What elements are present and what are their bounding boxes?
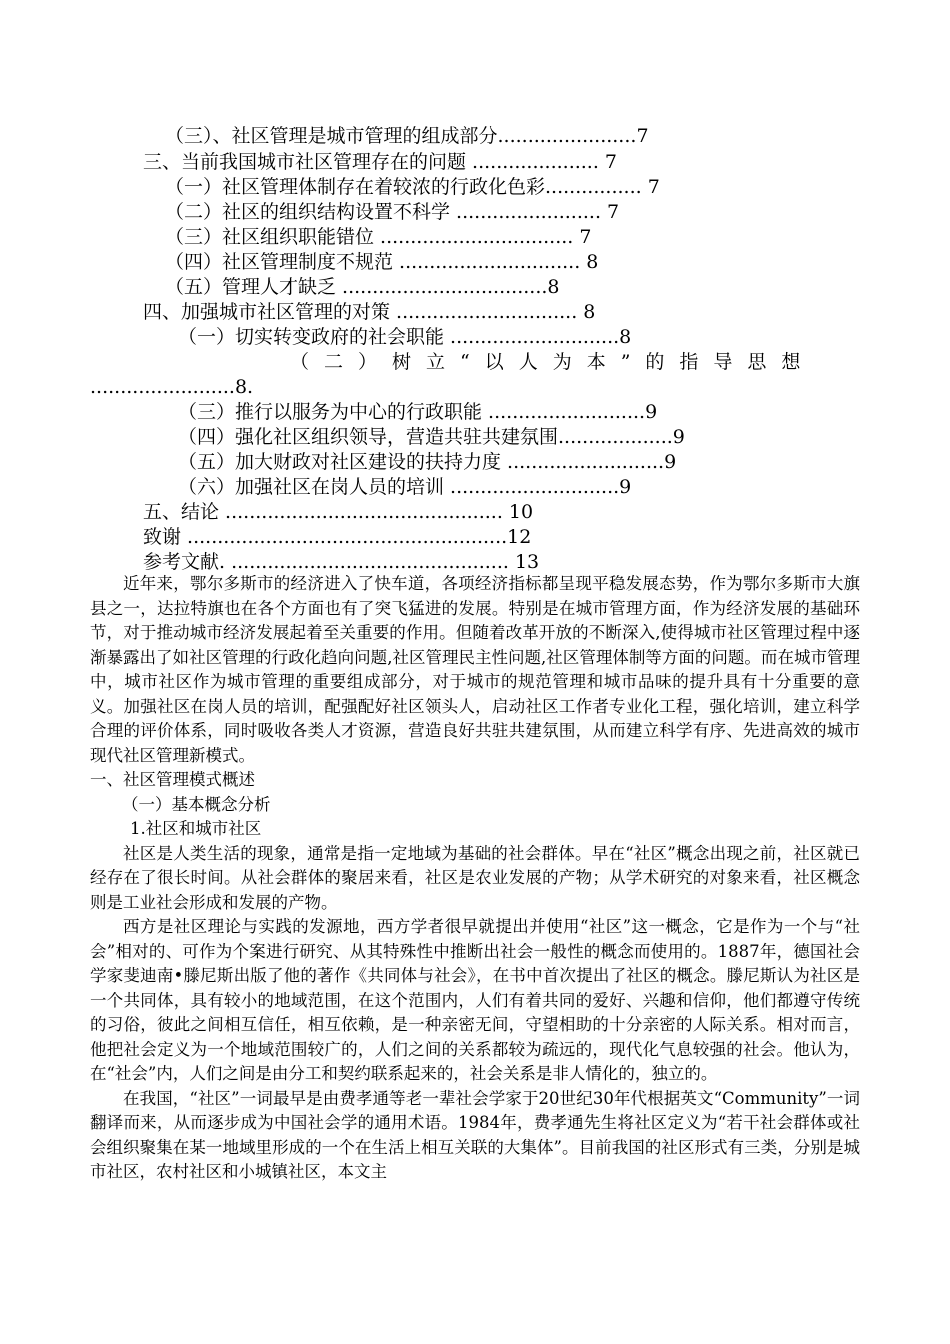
toc-entry[interactable]: （一）社区管理体制存在着较浓的行政化色彩................ 7 — [165, 176, 660, 198]
intro-paragraph: 近年来，鄂尔多斯市的经济进入了快车道，各项经济指标都呈现平稳发展态势，作为鄂尔多斯市大旗县之一，达拉特旗也在各个方面也有了突飞猛进的发展。特别是在城市管理方面，作为经济发展的基础环节，对于推动城市经济发展起着至关重要的作用。但随着改革开放的不断深入,使得城市社区管理过程中逐渐暴露出了如社区管理的行政化趋向问题,社区管理民主性问题,社区管理体制等方面的问题。而在城市管理中，城市社区作为城市管理的重要组成部分，对于城市的规范管理和城市品味的提升具有十分重要的意义。加强社区在岗人员的培训，配强配好社区领头人，启动社区工作者专业化工程，强化培训，建立科学合理的评价体系，同时吸收各类人才资源，营造良好共驻共建氛围，从而建立科学有序、先进高效的城市现代社区管理新模式。 — [90, 574, 860, 765]
toc-entry[interactable]: （六）加强社区在岗人员的培训 ............................9 — [178, 476, 632, 498]
toc-entry[interactable]: （三）、社区管理是城市管理的组成部分.......................7 — [165, 125, 649, 147]
toc-entry[interactable]: （四）强化社区组织领导，营造共驻共建氛围...................9 — [178, 426, 685, 448]
toc-entry[interactable]: （四）社区管理制度不规范 .............................. 8 — [165, 251, 599, 273]
toc-entry[interactable]: （一）切实转变政府的社会职能 ............................8 — [178, 326, 632, 348]
toc-entry[interactable]: （五）管理人才缺乏 ..................................8 — [165, 276, 560, 298]
paragraph: 西方是社区理论与实践的发源地，西方学者很早就提出并使用“社区”这一概念，它是作为一个与“社会”相对的、可作为个案进行研究、从其特殊性中推断出社会一般性的概念而使用的。1887年，德国社会学家斐迪南•滕尼斯出版了他的著作《共同体与社会》，在书中首次提出了社区的概念。滕尼斯认为社区是一个共同体，具有较小的地域范围，在这个范围内，人们有着共同的爱好、兴趣和信仰，他们都遵守传统的习俗，彼此之间相互信任，相互依赖，是一种亲密无间，守望相助的十分亲密的人际关系。相对而言，他把社会定义为一个地域范围较广的，人们之间的关系都较为疏远的，现代化气息较强的社会。他认为，在“社会”内，人们之间是由分工和契约联系起来的，社会关系是非人情化的，独立的。 — [90, 917, 860, 1083]
document-body — [90, 572, 860, 1185]
toc-entry[interactable]: 四、加强城市社区管理的对策 .............................. 8 — [143, 301, 596, 323]
toc-entry[interactable]: 三、当前我国城市社区管理存在的问题 ..................... 7 — [143, 151, 618, 173]
toc-entry[interactable]: 五、结论 .............................................. 10 — [143, 501, 534, 523]
sub-subsection-heading: 1.社区和城市社区 — [130, 819, 262, 838]
paragraph: 社区是人类生活的现象，通常是指一定地域为基础的社会群体。早在“社区”概念出现之前，社区就已经存在了很长时间。从社会群体的聚居来看，社区是农业发展的产物；从学术研究的对象来看，社区概念则是工业社会形成和发展的产物。 — [90, 843, 860, 912]
toc-entry-continued[interactable]: ........................8. — [90, 376, 254, 398]
toc-entry[interactable]: （二）树立“以人为本”的指导思想 — [290, 351, 816, 373]
paragraph: 在我国，“社区”一词最早是由费孝通等老一辈社会学家于20世纪30年代根据英文“Community”一词翻译而来，从而逐步成为中国社会学的通用术语。1984年，费孝通先生将社区定义为“若干社会群体或社会组织聚集在某一地域里形成的一个在生活上相互关联的大集体”。目前我国的社区形式有三类，分别是城市社区，农村社区和小城镇社区，本文主 — [90, 1088, 860, 1181]
section-heading: 一、社区管理模式概述 — [90, 770, 255, 789]
toc-entry[interactable]: （三）推行以服务为中心的行政职能 ..........................9 — [178, 401, 658, 423]
subsection-heading: （一）基本概念分析 — [122, 794, 271, 814]
toc-entry[interactable]: 参考文献. .............................................. 13 — [143, 551, 540, 573]
toc-entry[interactable]: （二）社区的组织结构设置不科学 ........................ 7 — [165, 201, 620, 223]
toc-entry[interactable]: 致谢 .....................................................12 — [143, 526, 532, 548]
toc-entry[interactable]: （五）加大财政对社区建设的扶持力度 ..........................9 — [178, 451, 677, 473]
toc-entry[interactable]: （三）社区组织职能错位 ................................ 7 — [165, 226, 592, 248]
